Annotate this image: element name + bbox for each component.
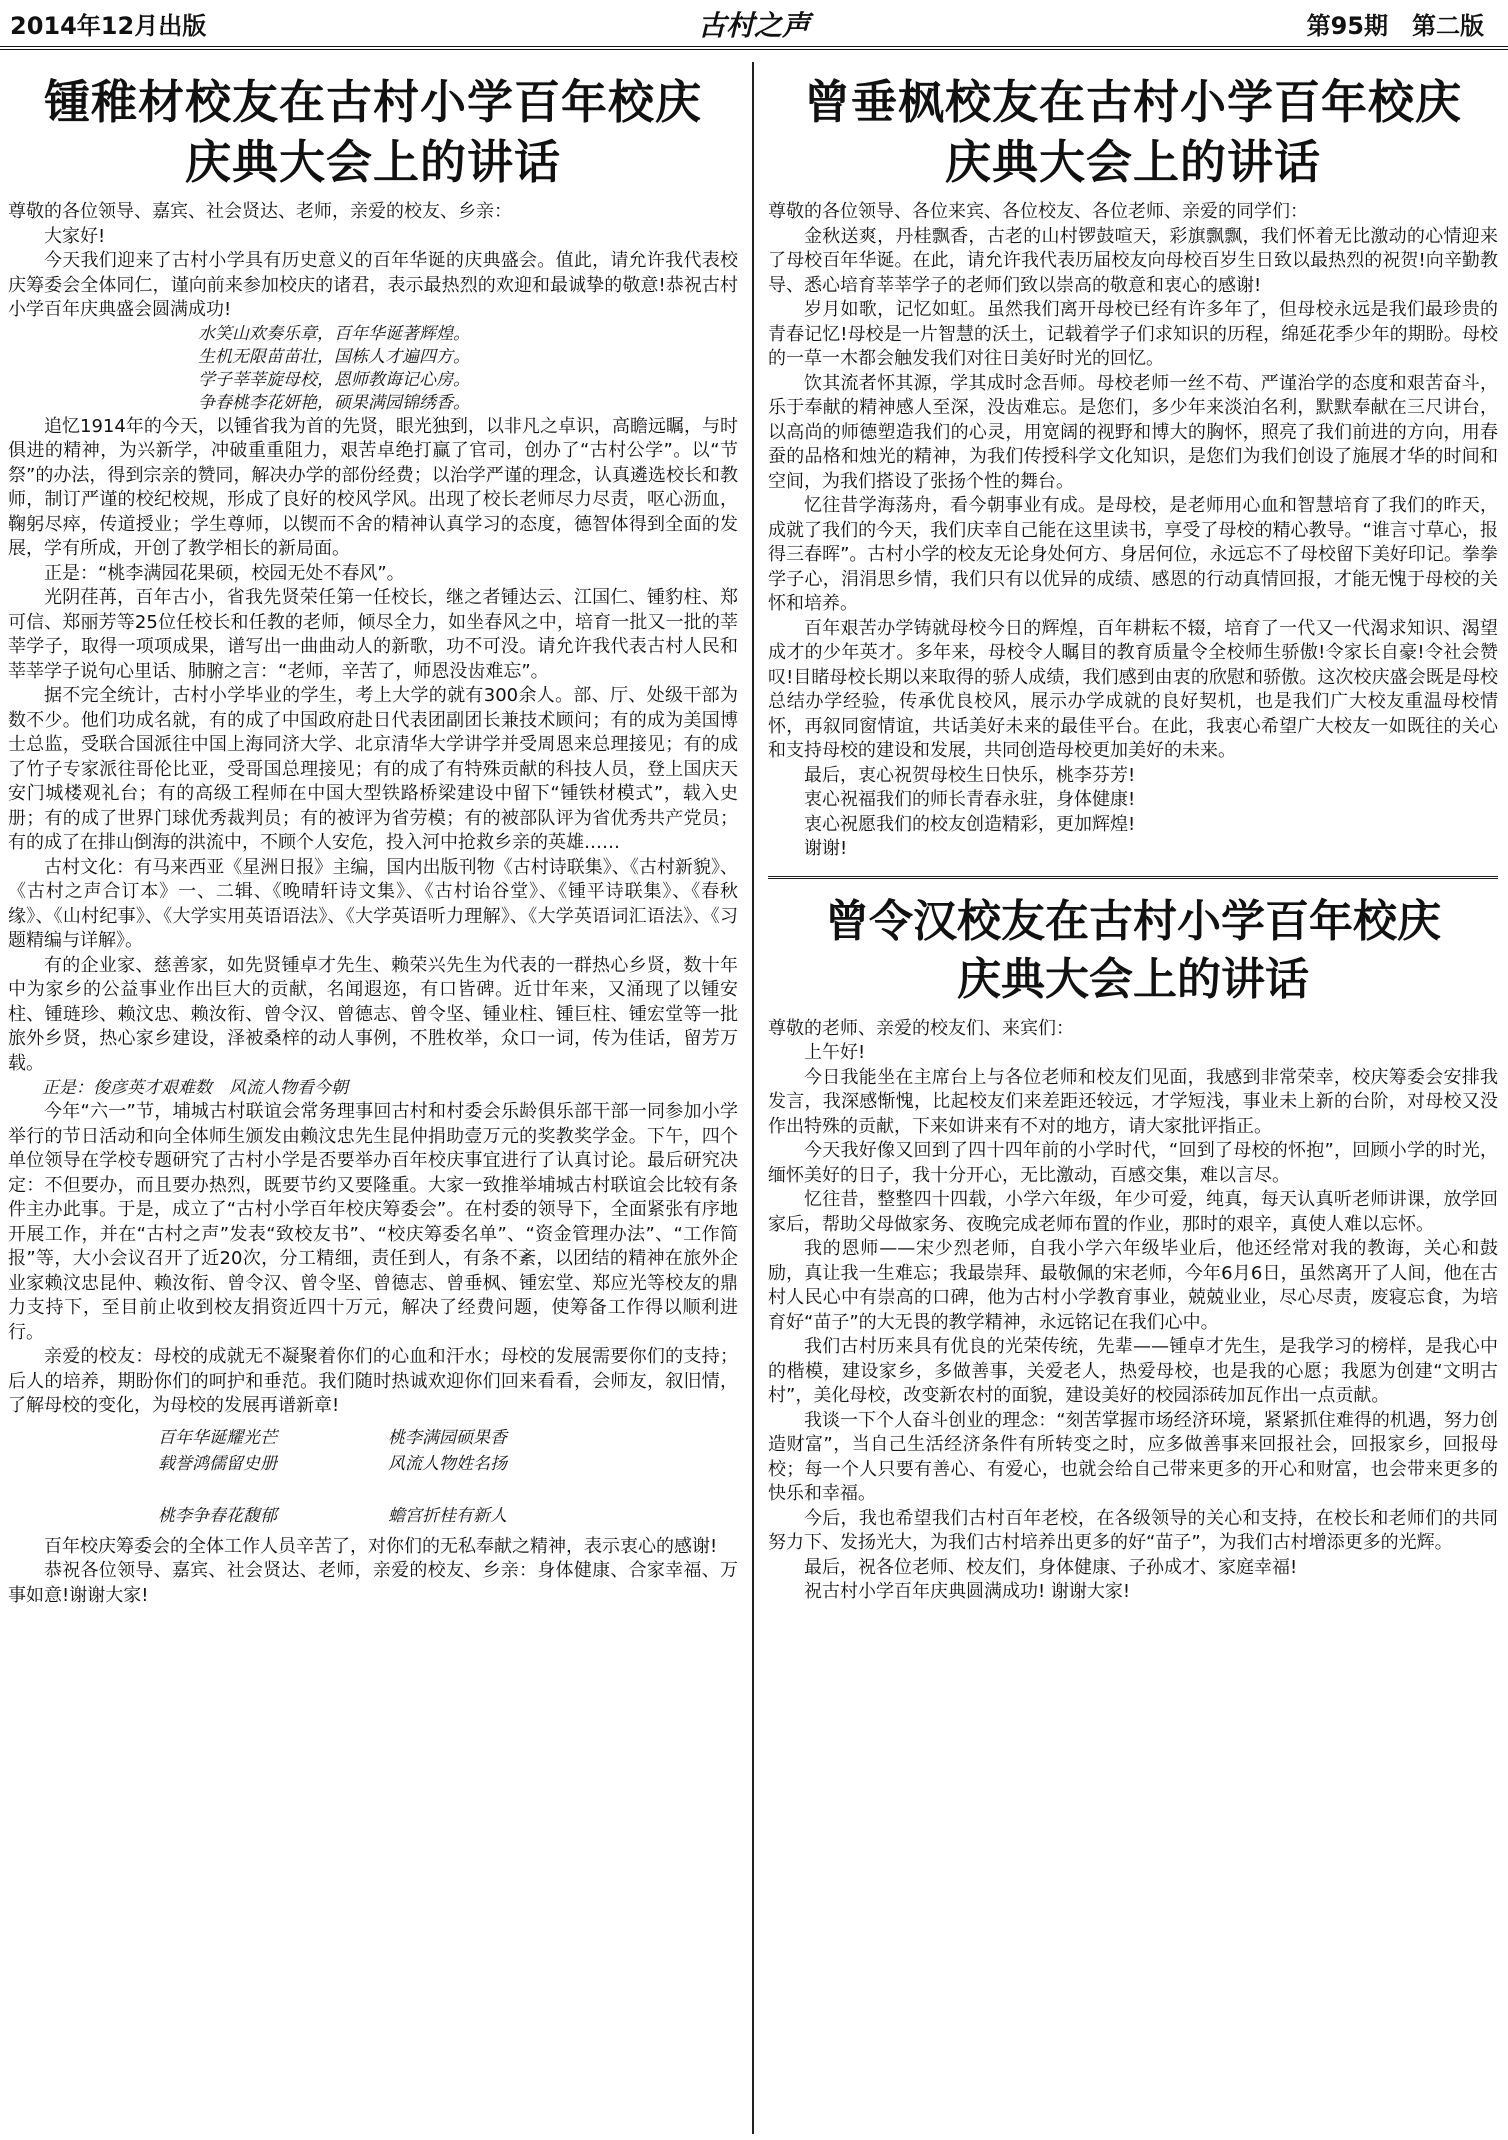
paragraph: 我谈一下个人奋斗创业的理念：“刻苦掌握市场经济环境，紧紧抓住难得的机遇，努力创造财富”，当自己生活经济条件有所转变之时，应多做善事来回报社会，回报家乡，回报母校；每一个人只要有善心、有爱心，也就会给自己带来更多的开心和财富，也会带来更多的快乐和幸福。 — [768, 1409, 1498, 1504]
paragraph: 百年校庆筹委会的全体工作人员辛苦了，对你们的无私奉献之精神，表示衷心的感谢! — [44, 1535, 718, 1557]
poem-line: 水笑山欢奏乐章，百年华诞著辉煌。 — [198, 323, 470, 344]
couplet-row — [158, 1503, 738, 1529]
paragraph: 岁月如歌，记忆如虹。虽然我们离开母校已经有许多年了，但母校永远是我们最珍贵的青春记忆!母校是一片智慧的沃土，记载着学子们求知识的历程，绵延花季少年的期盼。母校的一草一木都会触发我们对往日美好时光的回忆。 — [768, 299, 1498, 369]
closing-line: 谢谢! — [804, 838, 848, 859]
header-rule — [0, 46, 1508, 50]
paragraph: 正是：“桃李满园花果硕，校园无处不春风”。 — [44, 562, 405, 584]
paragraph: 恭祝各位领导、嘉宾、社会贤达、老师，亲爱的校友、乡亲：身体健康、合家幸福、万事如意!谢谢大家! — [8, 1560, 738, 1606]
couplet-row — [158, 1425, 738, 1451]
couplet-text: 桃李争春花馥郁 — [158, 1505, 277, 1526]
paragraph: 金秋送爽，丹桂飘香，古老的山村锣鼓喧天，彩旗飘飘，我们怀着无比激动的心情迎来了母校百年华诞。在此，请允许我代表历届校友向母校百岁生日致以最热烈的祝贺!向辛勤教导、悉心培育莘莘学子的老师们致以崇高的敬意和衷心的感谢! — [768, 225, 1498, 296]
article-title — [768, 62, 1498, 200]
paragraph: 亲爱的校友：母校的成就无不凝聚着你们的心血和汗水；母校的发展需要你们的支持；后人的培养，期盼你们的呵护和垂范。我们随时热诚欢迎你们回来看看，会师友，叙旧情，了解母校的变化，为母校的发展再谱新章! — [8, 1346, 738, 1416]
title-line-1: 锺稚材校友在古村小学百年校庆 — [44, 75, 702, 129]
title-line-1: 曾垂枫校友在古村小学百年校庆 — [804, 75, 1462, 129]
masthead: 古村之声 — [697, 9, 810, 42]
paragraph: 我们古村历来具有优良的光荣传统，先辈——锺卓才先生，是我学习的榜样，是我心中的楷模，建设家乡，多做善事，关爱老人，热爱母校，也是我的心愿；我愿为创建“文明古村”，美化母校，改变新农村的面貌，建设美好的校园添砖加瓦作出一点贡献。 — [768, 1336, 1498, 1406]
article-zeng-linghan — [768, 885, 1498, 1605]
paragraph: 饮其流者怀其源，学其成时念吾师。母校老师一丝不苟、严谨治学的态度和艰苦奋斗，乐于奉献的精神感人至深，没齿难忘。是您们，多少年来淡泊名利，默默奉献在三尺讲台，以高尚的师德塑造我们的心灵，用宽阔的视野和博大的胸怀，照亮了我们前进的方向，用春蚕的品格和烛光的精神，为我们传授科学文化知识，是您们为我们创设了施展才华的时间和空间，为我们搭设了张扬个性的舞台。 — [768, 372, 1498, 492]
paragraph: 光阴荏苒，百年古小，省我先贤荣任第一任校长，继之者锺达云、江国仁、锺豹柱、郑可信、郑丽芳等25位任校长和任教的老师，倾尽全力，如坐春风之中，培育一批又一批的莘莘学子，取得一项项成果，谱写出一曲曲动人的新歌，功不可没。请允许我代表古村人民和莘莘学子说句心里话、肺腑之言：“老师，辛苦了，师恩没齿难忘”。 — [8, 587, 738, 682]
closing-line: 衷心祝福我们的师长青春永驻，身体健康! — [804, 789, 1136, 810]
couplet-text: 桃李满园硕果香 — [388, 1427, 507, 1448]
couplet-row — [158, 1451, 738, 1477]
paragraph: 追忆1914年的今天，以锺省我为首的先贤，眼光独到，以非凡之卓识，高瞻远瞩，与时俱进的精神，为兴新学，冲破重重阻力，艰苦卓绝打赢了官司，创办了“古村公学”。以“节祭”的办法，得到宗亲的赞同，解决办学的部份经费；以治学严谨的理念，认真遴选校长和教师，制订严谨的校纪校规，形成了良好的校风学风。出现了校长老师尽力尽责，呕心沥血，鞠躬尽瘁，传道授业；学生尊师，以锲而不舍的精神认真学习的态度，德智体得到全面的发展，学有所成，开创了教学相长的新局面。 — [8, 415, 738, 559]
closing-line: 衷心祝愿我们的校友创造精彩，更加辉煌! — [804, 813, 1136, 835]
article-zhong-zhicai — [8, 62, 738, 2138]
closing-line: 最后，祝各位老师、校友们，身体健康、子孙成才、家庭幸福! — [804, 1556, 1298, 1578]
page-header — [0, 0, 1508, 46]
article-zeng-chuifeng — [768, 62, 1498, 862]
salutation: 尊敬的各位领导、各位来宾、各位校友、各位老师、亲爱的同学们： — [768, 201, 1308, 222]
greeting: 大家好! — [44, 225, 106, 247]
paragraph: 今年“六一”节，埔城古村联谊会常务理事回古村和村委会乐龄俱乐部干部一同参加小学举行的节日活动和向全体师生颁发由赖汶忠先生昆仲捐助壹万元的奖教奖学金。下午，四个单位领导在学校专题研究了古村小学是否要举办百年校庆事宜进行了认真讨论。最后研究决定：不但要办，而且要办热烈，既要节约又要隆重。大家一致推举埔城古村联谊会比较有条件主办此事。于是，成立了“古村小学百年校庆筹委会”。在村委的领导下，全面紧张有序地开展工作，并在“古村之声”发表“致校友书”、“校庆筹委名单”、“资金管理办法”、“工作简报”等，大小会议召开了近20次，分工精细，责任到人，有条不紊，以团结的精神在旅外企业家赖汶忠昆仲、赖汝衔、曾令汉、曾令坚、曾德志、曾垂枫、锺宏堂、郑应光等校友的鼎力支持下，至目前止收到校友捐资近四十万元，解决了经费问题，使筹备工作得以顺利进行。 — [8, 1101, 738, 1343]
paragraph: 古村文化：有马来西亚《星洲日报》主编，国内出版刊物《古村诗联集》、《古村新貌》、《古村之声合订本》一、二辑、《晚晴轩诗文集》、《古村诒谷堂》、《锺平诗联集》、《春秋缘》、《山村纪事》、《大学实用英语语法》、《大学英语听力理解》、《大学英语词汇语法》、《习题精编与详解》。 — [8, 856, 738, 951]
paragraph: 据不完全统计，古村小学毕业的学生，考上大学的就有300余人。部、厅、处级干部为数不少。他们功成名就，有的成了中国政府赴日代表团副团长兼技术顾问；有的成为美国博士总监，受联合国派往中国上海同济大学、北京清华大学讲学并受周恩来总理接见；有的成了竹子专家派往哥伦比亚，受哥国总理接见；有的成了有特殊贡献的科技人员，登上国庆天安门城楼观礼台；有的高级工程师在中国大型铁路桥梁建设中留下“锺铁材模式”，载入史册；有的成了世界门球优秀裁判员；有的被评为省劳模；有的被部队评为省优秀共产党员；有的成了在排山倒海的洪流中，不顾个人安危，投入河中抢救乡亲的英雄…… — [8, 685, 738, 853]
title-line-1: 曾令汉校友在古村小学百年校庆 — [825, 895, 1441, 947]
couplet-text: 载誉鸿儒留史册 — [158, 1453, 277, 1474]
article-title — [768, 885, 1498, 1017]
poem-line: 学子莘莘旋母校，恩师教诲记心房。 — [198, 369, 470, 390]
paragraph: 今天我们迎来了古村小学具有历史意义的百年华诞的庆典盛会。值此，请允许我代表校庆筹委会全体同仁，谨向前来参加校庆的诸君，表示最热烈的欢迎和最诚挚的敬意!恭祝古村小学百年庆典盛会圆满成功! — [8, 250, 738, 320]
paragraph: 忆往昔，整整四十四载，小学六年级，年少可爱，纯真，每天认真听老师讲课，放学回家后，帮助父母做家务、夜晚完成老师布置的作业，那时的艰辛，真使人难以忘怀。 — [768, 1189, 1498, 1235]
issue-number: 第95期 第二版 — [1306, 12, 1484, 40]
couplets — [8, 1425, 738, 1529]
paragraph: 有的企业家、慈善家，如先贤锺卓才先生、赖荣兴先生为代表的一群热心乡贤，数十年中为家乡的公益事业作出巨大的贡献，名闻遐迩，有口皆碑。近廿年来，又涌现了以锺安柱、锺琏珍、赖汶忠、赖汝衔、曾令汉、曾德志、曾令坚、锺业柱、锺巨柱、锺宏堂等一批旅外乡贤，热心家乡建设，泽被桑梓的动人事例，不胜枚举，众口一词，传为佳话，留芳万载。 — [8, 954, 738, 1074]
right-column — [768, 62, 1498, 2138]
quote-line: 正是：俊彦英才艰难数 风流人物看今朝 — [42, 1078, 348, 1098]
closing-line: 最后，衷心祝贺母校生日快乐，桃李芬芳! — [804, 764, 1136, 786]
salutation: 尊敬的各位领导、嘉宾、社会贤达、老师，亲爱的校友、乡亲： — [8, 201, 512, 222]
paragraph: 忆往昔学海荡舟，看今朝事业有成。是母校，是老师用心血和智慧培育了我们的昨天，成就了我们的今天，我们庆幸自己能在这里读书，享受了母校的精心教导。“谁言寸草心，报得三春晖”。古村小学的校友无论身处何方、身居何位，永远忘不了母校留下美好印记。拳拳学子心，涓涓思乡情，我们只有以优异的成绩、感恩的行动真情回报，才能无愧于母校的关怀和培养。 — [768, 495, 1498, 614]
couplet-text: 百年华诞耀光芒 — [158, 1427, 277, 1448]
paragraph: 我的恩师——宋少烈老师，自我小学六年级毕业后，他还经常对我的教诲，关心和鼓励，真让我一生难忘；我最崇拜、最敬佩的宋老师，今年6月6日，虽然离开了人间，他在古村人民心中有崇高的口碑，他为古村小学教育事业，兢兢业业，尽心尽责，废寝忘食，为培育好“苗子”的大无畏的教学精神，永远铭记在我们心中。 — [768, 1238, 1498, 1333]
title-line-2: 庆典大会上的讲话 — [957, 953, 1309, 1005]
title-line-2: 庆典大会上的讲话 — [185, 135, 561, 189]
article-title — [8, 62, 738, 200]
paragraph: 今天我好像又回到了四十四年前的小学时代，“回到了母校的怀抱”，回顾小学的时光，缅怀美好的日子，我十分开心，无比激动，百感交集，难以言尽。 — [768, 1140, 1498, 1186]
article-separator — [768, 876, 1498, 879]
title-line-2: 庆典大会上的讲话 — [945, 135, 1321, 189]
publish-date: 2014年12月出版 — [10, 12, 207, 40]
poem-line: 生机无限苗苗壮，国栋人才遍四方。 — [198, 346, 470, 367]
couplet-text: 蟾宫折桂有新人 — [388, 1505, 507, 1526]
paragraph: 今后，我也希望我们古村百年老校，在各级领导的关心和支持，在校长和老师们的共同努力下、发扬光大，为我们古村培养出更多的好“苗子”，为我们古村增添更多的光辉。 — [768, 1507, 1498, 1553]
closing-line: 祝古村小学百年庆典圆满成功! 谢谢大家! — [804, 1581, 1131, 1602]
column-divider — [752, 62, 754, 2134]
couplet-text: 风流人物姓名扬 — [388, 1453, 507, 1474]
paragraph: 百年艰苦办学铸就母校今日的辉煌，百年耕耘不辍，培育了一代又一代渴求知识、渴望成才的少年英才。多年来，母校令人瞩目的教育质量令全校师生骄傲!令家长自豪!令社会赞叹!目睹母校长期以来取得的骄人成绩，我们感到由衷的欣慰和骄傲。这次校庆盛会既是母校总结办学经验，传承优良校风，展示办学成就的良好契机，也是我们广大校友重温母校情怀，再叙同窗情谊，共话美好未来的最佳平台。在此，我衷心希望广大校友一如既往的关心和支持母校的建设和发展，共同创造母校更加美好的未来。 — [768, 617, 1498, 761]
paragraph: 今日我能坐在主席台上与各位老师和校友们见面，我感到非常荣幸，校庆筹委会安排我发言，我深感惭愧，比起校友们来差距还较远，才学短浅，事业未上新的台阶，对母校又没作出特殊的贡献，下来如讲来有不对的地方，请大家批评指正。 — [768, 1066, 1498, 1137]
poem-line: 争春桃李花妍艳，硕果满园锦绣香。 — [198, 392, 470, 413]
greeting: 上午好! — [804, 1042, 866, 1063]
salutation: 尊敬的老师、亲爱的校友们、来宾们： — [768, 1017, 1074, 1039]
